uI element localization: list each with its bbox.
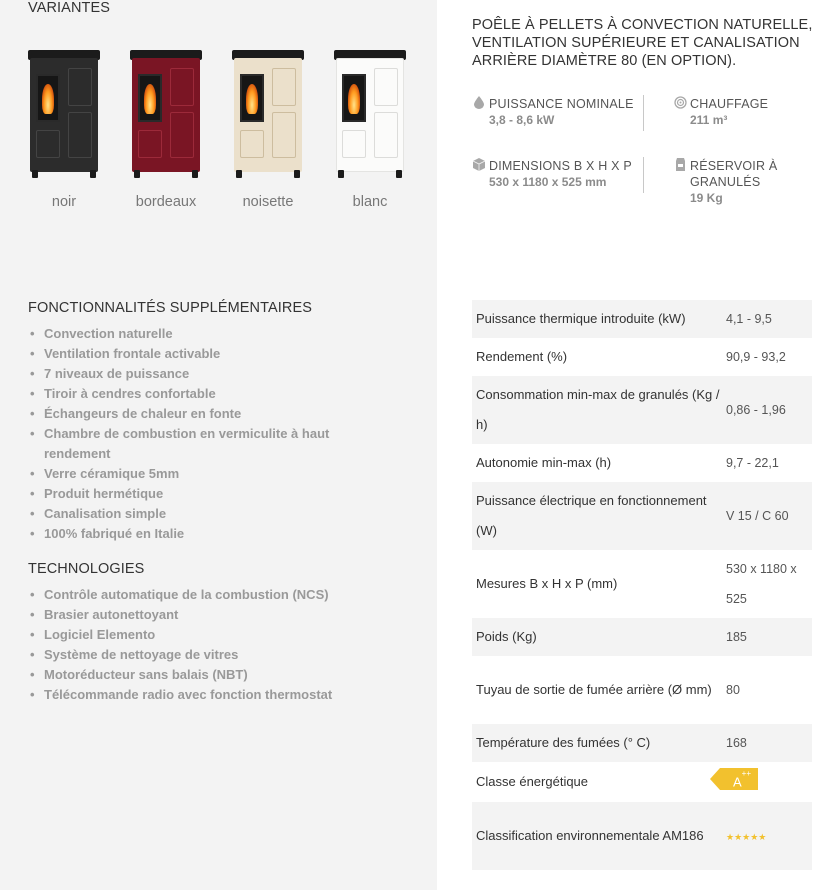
list-item: • Ventilation frontale activable xyxy=(28,344,368,364)
features-list xyxy=(28,324,368,544)
spec-divider xyxy=(643,157,644,193)
table-row xyxy=(472,656,812,724)
spec-tank-value: 19 Kg xyxy=(690,191,723,205)
list-item: • 100% fabriqué en Italie xyxy=(28,524,368,544)
variant-label: bordeaux xyxy=(135,194,197,210)
table-value: V 15 / C 60 xyxy=(724,482,812,550)
spec-heating xyxy=(690,96,810,128)
stove-image-blanc xyxy=(334,50,406,178)
table-key: Température des fumées (° C) xyxy=(472,724,724,762)
table-key: Puissance thermique introduite (kW) xyxy=(472,300,724,338)
list-item: • Canalisation simple xyxy=(28,504,368,524)
variant-label: noisette xyxy=(242,194,294,210)
spec-power xyxy=(489,96,649,128)
list-item: • Système de nettoyage de vitres xyxy=(28,645,368,665)
table-key: Poids (Kg) xyxy=(472,618,724,656)
drop-icon xyxy=(473,96,485,110)
table-row xyxy=(472,444,812,482)
table-value: 530 x 1180 x 525 xyxy=(726,562,797,606)
table-value: 4,1 - 9,5 xyxy=(724,300,812,338)
list-item: • Verre céramique 5mm xyxy=(28,464,368,484)
stove-image-bordeaux xyxy=(130,50,202,178)
table-row xyxy=(472,724,812,762)
table-key: Puissance électrique en fonctionnement (W) xyxy=(472,482,724,550)
list-item: • Motoréducteur sans balais (NBT) xyxy=(28,665,368,685)
spec-tank-label: RÉSERVOIR À GRANULÉS xyxy=(690,159,778,189)
stove-image-noisette xyxy=(232,50,304,178)
list-item: • Logiciel Elemento xyxy=(28,625,368,645)
table-key: Autonomie min-max (h) xyxy=(476,455,612,470)
list-item: • 7 niveaux de puissance xyxy=(28,364,368,384)
table-row xyxy=(472,762,812,802)
list-item: • Convection naturelle xyxy=(28,324,368,344)
spec-heating-label: CHAUFFAGE xyxy=(690,97,769,111)
table-value: 168 xyxy=(724,724,812,762)
table-value xyxy=(724,802,812,870)
product-description: POÊLE À PELLETS À CONVECTION NATURELLE, VENTILATION SUPÉRIEURE ET CANALISATION ARRIÈRE DIAMÈTRE 80 (EN OPTION). xyxy=(472,17,813,69)
table-row xyxy=(472,376,812,444)
table-row xyxy=(472,482,812,550)
table-key: Consommation min-max de granulés (Kg / h) xyxy=(472,376,724,444)
table-row xyxy=(472,618,812,656)
cube-icon xyxy=(473,158,485,172)
spec-dimensions-label: DIMENSIONS B X H X P xyxy=(489,159,632,173)
energy-class-badge: A++ xyxy=(720,768,758,790)
table-row xyxy=(472,802,812,870)
table-key: Mesures B x H x P (mm) xyxy=(476,576,618,591)
bag-icon xyxy=(674,158,686,172)
technologies-title: TECHNOLOGIES xyxy=(28,561,145,577)
star-rating-icon: ★★★★★ xyxy=(726,831,767,842)
table-key: Classe énergétique xyxy=(476,774,589,789)
stove-image-noir xyxy=(28,50,100,178)
variants-title: VARIANTES xyxy=(28,0,111,16)
table-row xyxy=(472,338,812,376)
table-value: 0,86 - 1,96 xyxy=(724,376,812,444)
variants-gallery xyxy=(24,44,424,224)
spec-dimensions xyxy=(489,158,649,190)
spec-power-label: PUISSANCE NOMINALE xyxy=(489,97,634,111)
list-item: • Échangeurs de chaleur en fonte xyxy=(28,404,368,424)
list-item: • Brasier autonettoyant xyxy=(28,605,368,625)
spec-table xyxy=(472,300,812,870)
spec-divider xyxy=(643,95,644,131)
table-key: Rendement (%) xyxy=(476,349,568,364)
spec-heating-value: 211 m³ xyxy=(690,113,728,127)
table-row xyxy=(472,550,812,618)
variant-label: noir xyxy=(51,194,77,210)
technologies-list xyxy=(28,585,368,705)
table-value xyxy=(724,762,812,802)
table-value: 90,9 - 93,2 xyxy=(726,350,786,364)
list-item: • Contrôle automatique de la combustion (NCS) xyxy=(28,585,368,605)
spec-power-value: 3,8 - 8,6 kW xyxy=(489,113,555,127)
spec-tank xyxy=(690,158,800,206)
list-item: • Tiroir à cendres confortable xyxy=(28,384,368,404)
table-key: Classification environnementale AM186 xyxy=(472,802,724,870)
table-value: 185 xyxy=(724,618,812,656)
features-title: FONCTIONNALITÉS SUPPLÉMENTAIRES xyxy=(28,300,313,316)
list-item: • Produit hermétique xyxy=(28,484,368,504)
table-row xyxy=(472,300,812,338)
list-item: • Chambre de combustion en vermiculite à haut rendement xyxy=(28,424,368,464)
spec-dimensions-value: 530 x 1180 x 525 mm xyxy=(489,175,607,189)
spiral-icon xyxy=(674,96,686,110)
table-value: 9,7 - 22,1 xyxy=(726,456,779,470)
table-value: 80 xyxy=(726,683,740,697)
table-key: Tuyau de sortie de fumée arrière (Ø mm) xyxy=(476,682,712,697)
list-item: • Télécommande radio avec fonction thermostat xyxy=(28,685,368,705)
variant-label: blanc xyxy=(352,194,388,210)
